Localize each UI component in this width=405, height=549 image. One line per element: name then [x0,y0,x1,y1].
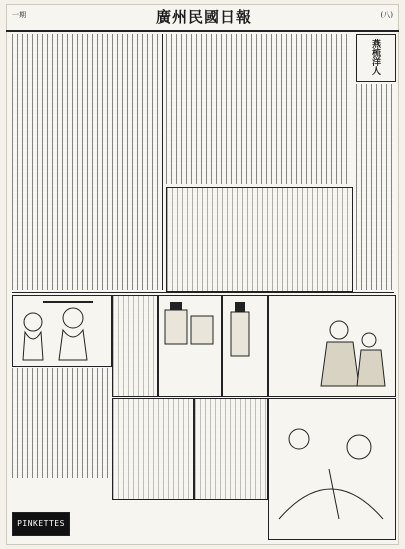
medical-scene-illustration [269,296,393,394]
feature-article-box [166,187,353,292]
garden-ad [268,398,396,540]
garden-scene-illustration [269,399,393,537]
ad-notice-bottom-center [194,398,268,500]
bottle-ad-left [112,295,158,397]
pinkettes-ad [12,512,70,536]
newspaper-title: 廣州民國日報 [156,8,253,26]
bottle-illustration [223,296,265,394]
article-columns-top-left [12,34,160,290]
article-columns-top-right [356,84,394,290]
ad-notice-bottom-left [112,398,194,500]
bottle-ad-center [158,295,222,397]
cartoon-ad [12,295,112,367]
cartoon-figures-illustration [13,296,109,364]
ad-box-text: 燕梳洋人 [370,39,380,75]
article-columns-bottom-left [12,368,110,478]
page-number: (八) [380,11,393,19]
medical-ad [268,295,396,397]
divider [162,34,163,290]
article-columns-top-center [166,34,351,184]
newspaper-page [6,4,399,545]
divider [12,292,394,293]
masthead [6,4,399,32]
issue-label: 一期 [12,11,26,19]
bottle-illustration [159,296,219,394]
bottle-ad-right [222,295,268,397]
pinkettes-logo: PINKETTES [17,519,65,528]
ad-box-top-right [356,34,396,82]
